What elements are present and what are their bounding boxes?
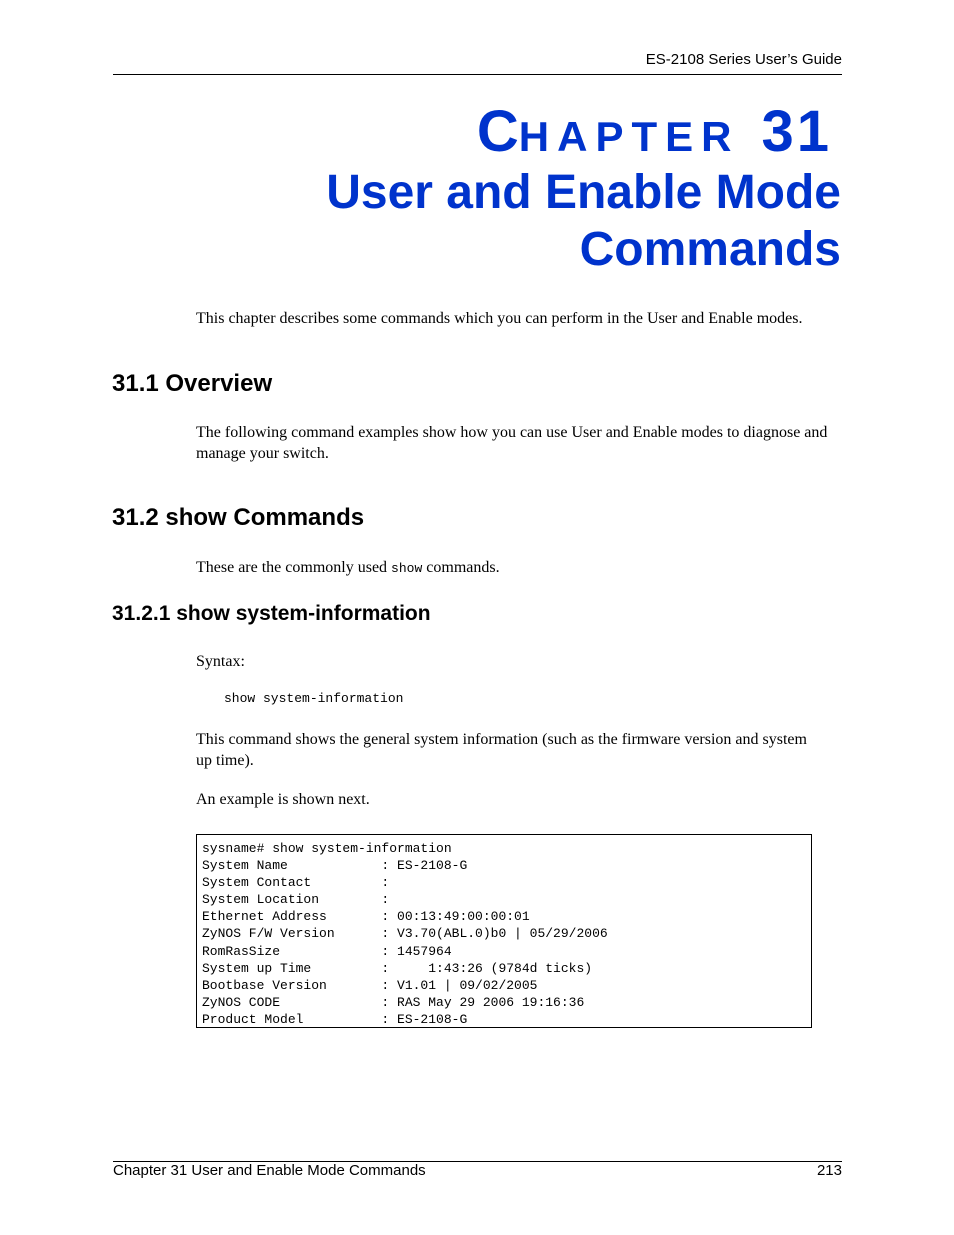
code-line: System Name : ES-2108-G: [202, 858, 468, 874]
section-heading-overview: 31.1 Overview: [112, 370, 273, 397]
code-line: System up Time : 1:43:26 (9784d ticks): [202, 960, 593, 976]
chapter-label-initial: C: [476, 99, 519, 164]
code-line: Bootbase Version : V1.01 | 09/02/2005: [202, 977, 538, 993]
section-heading-show-commands: 31.2 show Commands: [112, 504, 365, 531]
chapter-title-line1: User and Enable Mode: [326, 166, 841, 219]
show-commands-text-pre: These are the commonly used: [196, 559, 392, 576]
syntax-code: show system-information: [224, 691, 404, 706]
example-code-box: [196, 834, 812, 1028]
description-paragraph: This command shows the general system information (such as the firmware version and system up time).: [196, 731, 807, 769]
chapter-label: [477, 98, 832, 165]
chapter-title-line2: Commands: [579, 223, 841, 276]
show-inline-code: show: [391, 561, 423, 576]
code-line: RomRasSize : 1457964: [202, 943, 452, 959]
code-line: Ethernet Address : 00:13:49:00:00:01: [202, 909, 530, 925]
footer-chapter-reference: Chapter 31 User and Enable Mode Commands: [113, 1162, 426, 1179]
running-header: ES-2108 Series User’s Guide: [645, 51, 842, 68]
chapter-title: [201, 164, 841, 278]
show-commands-paragraph: [196, 557, 844, 579]
show-commands-text-post: commands.: [422, 559, 500, 576]
syntax-label: Syntax:: [196, 653, 245, 670]
overview-paragraph: The following command examples show how you can use User and Enable modes to diagnose and manage your switch.: [196, 424, 828, 462]
header-rule: [113, 74, 842, 75]
code-line: ZyNOS F/W Version : V3.70(ABL.0)b0 | 05/29/2006: [202, 926, 608, 942]
chapter-label-rest: HAPTER: [518, 113, 740, 160]
code-line: ZyNOS CODE : RAS May 29 2006 19:16:36: [202, 994, 585, 1010]
code-line: System Location :: [202, 892, 390, 908]
subsection-heading-system-information: 31.2.1 show system-information: [112, 602, 431, 625]
code-line: sysname# show system-information: [202, 841, 452, 856]
page-number: 213: [816, 1162, 842, 1179]
example-code: [197, 835, 811, 1028]
example-intro: An example is shown next.: [196, 791, 370, 808]
code-line: Product Model : ES-2108-G: [202, 1011, 468, 1027]
code-line: System Contact :: [202, 875, 390, 891]
intro-paragraph: This chapter describes some commands which you can perform in the User and Enable modes.: [196, 310, 803, 327]
chapter-number: 31: [761, 99, 832, 164]
